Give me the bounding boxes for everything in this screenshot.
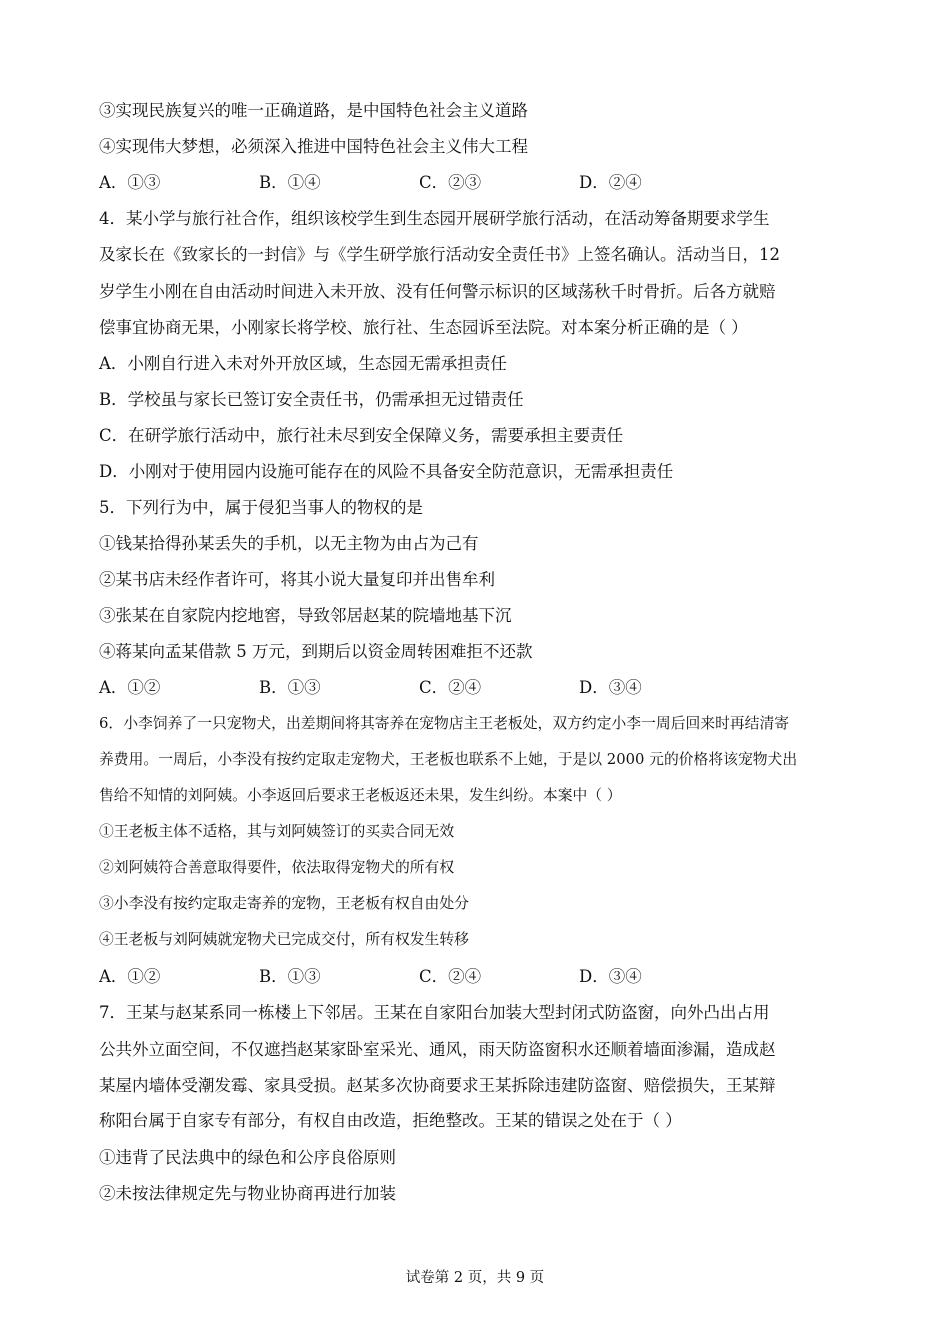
q6-stem-line-3: 售给不知情的刘阿姨。小李返回后要求王老板返还未果，发生纠纷。本案中（ ） — [99, 787, 622, 804]
q5-option-c: C．②④ — [419, 678, 482, 697]
q4-stem-line-1: 4．某小学与旅行社合作，组织该校学生到生态园开展研学旅行活动，在活动筹备期要求学生 — [99, 209, 770, 228]
q6-statement-1: ①王老板主体不适格，其与刘阿姨签订的买卖合同无效 — [99, 823, 455, 840]
q7-stem-line-1: 7．王某与赵某系同一栋楼上下邻居。王某在自家阳台加装大型封闭式防盗窗，向外凸出占用 — [99, 1003, 770, 1022]
q5-statement-2: ②某书店未经作者许可，将其小说大量复印并出售牟利 — [99, 570, 495, 589]
q3-option-d: D．②④ — [579, 173, 642, 192]
q4-option-d: D．小刚对于使用园内设施可能存在的风险不具备安全防范意识，无需承担责任 — [99, 462, 674, 481]
q4-stem-line-4: 偿事宜协商无果，小刚家长将学校、旅行社、生态园诉至法院。对本案分析正确的是（ ） — [99, 318, 748, 337]
q6-option-a: A．①② — [99, 967, 161, 986]
q6-option-c: C．②④ — [419, 967, 482, 986]
q5-option-a: A．①② — [99, 678, 161, 697]
q5-option-d: D．③④ — [579, 678, 642, 697]
q7-stem-line-2: 公共外立面空间，不仅遮挡赵某家卧室采光、通风，雨天防盗窗积水还顺着墙面渗漏，造成赵 — [99, 1040, 776, 1059]
q6-stem-line-2: 养费用。一周后，小李没有按约定取走宠物犬，王老板也联系不上她，于是以 2000 元的价格将该宠物犬出 — [99, 751, 798, 768]
q3-option-c: C．②③ — [419, 173, 482, 192]
q7-stem-line-3: 某屋内墙体受潮发霉、家具受损。赵某多次协商要求王某拆除违建防盗窗、赔偿损失，王某辩 — [99, 1076, 776, 1095]
q5-statement-3: ③张某在自家院内挖地窖，导致邻居赵某的院墙地基下沉 — [99, 606, 512, 625]
q5-stem: 5．下列行为中，属于侵犯当事人的物权的是 — [99, 498, 423, 517]
q4-stem-line-3: 岁学生小刚在自由活动时间进入未开放、没有任何警示标识的区域荡秋千时骨折。后各方就赔 — [99, 282, 776, 301]
q6-stem-line-1: 6．小李饲养了一只宠物犬，出差期间将其寄养在宠物店主王老板处，双方约定小李一周后回来时再结清寄 — [99, 715, 790, 732]
q4-stem-line-2: 及家长在《致家长的一封信》与《学生研学旅行活动安全责任书》上签名确认。活动当日，12 — [99, 245, 780, 264]
q7-statement-2: ②未按法律规定先与物业协商再进行加装 — [99, 1184, 396, 1203]
q5-statement-1: ①钱某拾得孙某丢失的手机，以无主物为由占为己有 — [99, 534, 479, 553]
q4-option-c: C．在研学旅行活动中，旅行社未尽到安全保障义务，需要承担主要责任 — [99, 426, 624, 445]
q6-option-d: D．③④ — [579, 967, 642, 986]
q5-option-b: B．①③ — [259, 678, 321, 697]
q6-option-b: B．①③ — [259, 967, 321, 986]
q6-statement-2: ②刘阿姨符合善意取得要件，依法取得宠物犬的所有权 — [99, 859, 455, 876]
q3-option-b: B．①④ — [259, 173, 321, 192]
q3-statement-4: ④实现伟大梦想，必须深入推进中国特色社会主义伟大工程 — [99, 137, 528, 156]
q4-option-a: A．小刚自行进入未对外开放区域，生态园无需承担责任 — [99, 354, 507, 373]
q7-stem-line-4: 称阳台属于自家专有部分，有权自由改造，拒绝整改。王某的错误之处在于（ ） — [99, 1111, 682, 1130]
q3-statement-3: ③实现民族复兴的唯一正确道路，是中国特色社会主义道路 — [99, 101, 528, 120]
q4-option-b: B．学校虽与家长已签订安全责任书，仍需承担无过错责任 — [99, 390, 524, 409]
q6-statement-3: ③小李没有按约定取走寄养的宠物，王老板有权自由处分 — [99, 895, 469, 912]
q7-statement-1: ①违背了民法典中的绿色和公序良俗原则 — [99, 1148, 396, 1167]
q3-option-a: A．①③ — [99, 173, 161, 192]
page-footer: 试卷第 2 页，共 9 页 — [405, 1270, 545, 1286]
q5-statement-4: ④蒋某向孟某借款 5 万元，到期后以资金周转困难拒不还款 — [99, 642, 533, 661]
q6-statement-4: ④王老板与刘阿姨就宠物犬已完成交付，所有权发生转移 — [99, 931, 469, 948]
